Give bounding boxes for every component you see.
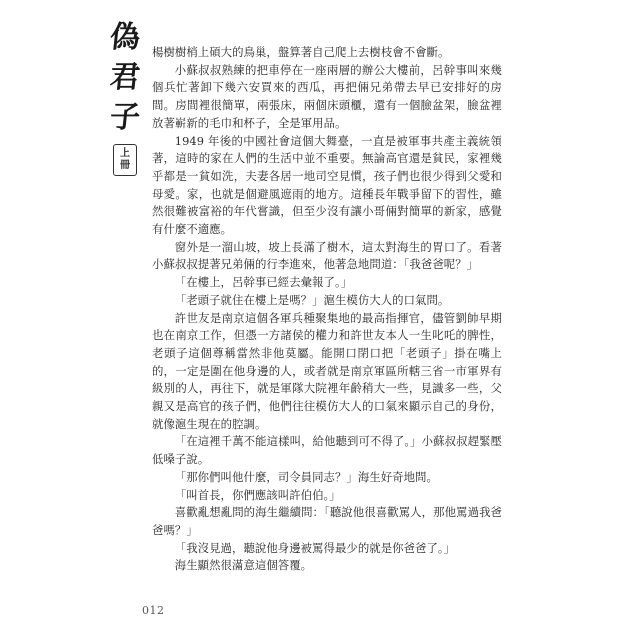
paragraph: 海生顯然很滿意這個答覆。	[174, 558, 313, 573]
page-number: 012	[142, 604, 165, 617]
paragraph: 「我沒見過，聽說他身邊被罵得最少的就是你爸爸了。」	[174, 540, 456, 555]
volume-badge	[113, 144, 137, 176]
volume-char: 上	[120, 148, 130, 159]
paragraph: 「那你們叫他什麼，司令員同志？」海生好奇地問。	[174, 469, 438, 484]
paragraph: 喜歡亂想亂問的海生繼續問：「聽說他很喜歡罵人，那他罵過我爸爸嗎？」	[152, 505, 502, 537]
paragraph: 1949 年後的中國社會這個大舞臺，一直是被軍事共產主義統領著，這時的家在人們的生活中並不重要。無論高官還是貧民，家裡幾乎都是一貧如洗，夫妻各居一地司空見慣，孩子們也很少得到父愛和母愛。家，也就是個避風遮雨的地方。這種長年戰爭留下的習性，雖然很難被富裕的年代嘗識，但至少沒有讓小哥倆對簡單的新家，感覺有什麼不適應。	[152, 133, 502, 237]
title-char: 偽	[108, 20, 142, 55]
paragraph: 小蘇叔叔熟練的把車停在一座兩層的辦公大樓前，呂幹事叫來幾個兵忙著卸下幾六安買來的西瓜，再把倆兄弟帶去早已安排好的房間。房間裡很簡單，兩張床，兩個床頭櫃，還有一個臉盆架，臉盆裡放著嶄新的毛巾和杯子，全是軍用品。	[152, 62, 502, 130]
title-char: 子	[108, 100, 142, 135]
paragraph: 「在樓上，呂幹事已經去彙報了。」	[174, 275, 353, 290]
title-char: 君	[108, 60, 142, 95]
paragraph: 「叫首長，你們應該叫許伯伯。」	[174, 487, 341, 502]
paragraph: 「在這裡千萬不能這樣叫，給他聽到可不得了。」小蘇叔叔趕緊壓低嗓子說。	[152, 434, 502, 467]
body-text	[152, 44, 502, 575]
paragraph: 楊樹樹梢上碩大的鳥巢，盤算著自己爬上去樹枝會不會斷。	[152, 45, 450, 59]
paragraph: 許世友是南京這個各軍兵種聚集地的最高指揮官，儘管劉帥早期也在南京工作，但憑一方諸侯的權力和許世友本人一生叱吒的脾性，老頭子這個尊稱當然非他莫屬。能開口閉口把「老頭子」掛在嘴上的，一定是圍在他身邊的人，或者就是南京軍區所轄三省一市軍界有級別的人，再往下，就是軍隊大院裡年齡稍大一些，見識多一些，父親又是高官的孩子們，他們往往模仿大人的口氣來顯示自己的身份，就像滬生現在的腔調。	[152, 310, 502, 431]
book-title-vertical	[108, 18, 142, 176]
paragraph: 窗外是一溜山坡，坡上長滿了樹木，這太對海生的胃口了。看著小蘇叔叔提著兄弟倆的行李進來，他著急地問道：「我爸爸呢？」	[152, 239, 502, 272]
volume-char: 冊	[120, 160, 130, 171]
paragraph: 「老頭子就住在樓上是嗎？」滬生模仿大人的口氣問。	[174, 292, 450, 307]
